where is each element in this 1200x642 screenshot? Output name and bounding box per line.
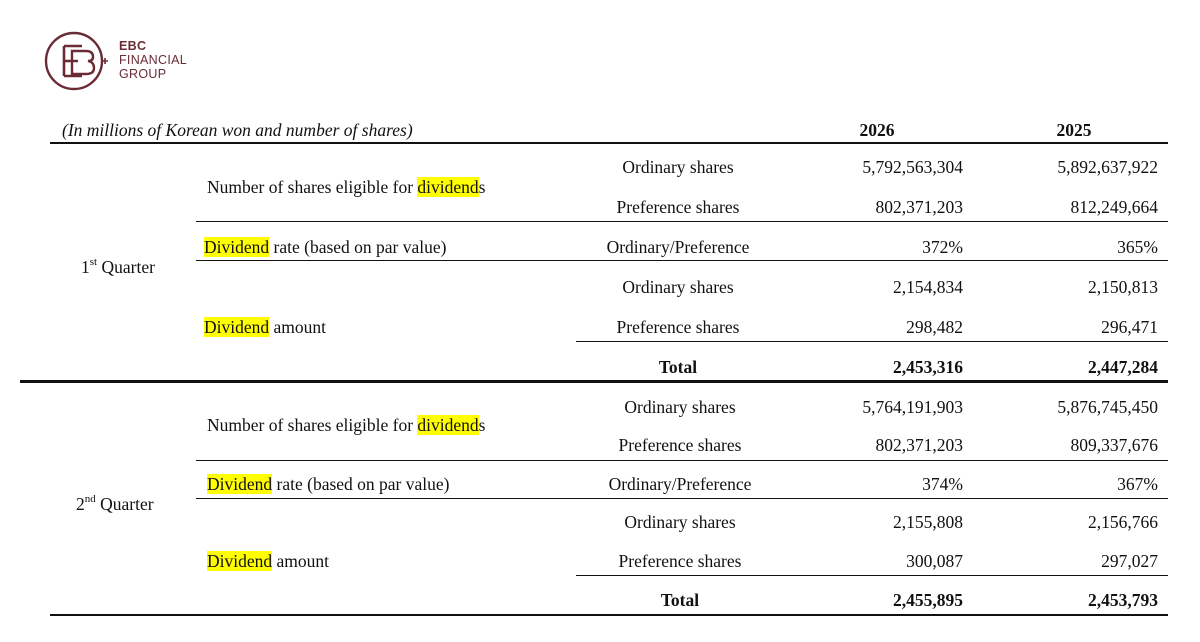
q1-amount-preference-2026: 298,482 (906, 317, 963, 337)
ebc-logo-icon (42, 29, 114, 93)
q1-total-label: Total (658, 357, 698, 377)
ebc-logo (42, 29, 242, 93)
q2-total-2026: 2,455,895 (893, 590, 963, 610)
q2-amount-label: Dividend amount (207, 551, 330, 571)
q2-total-2025: 2,453,793 (1088, 590, 1158, 610)
q1-amount-ordinary-2025: 2,150,813 (1088, 277, 1158, 297)
q2-amount-preference-2025: 297,027 (1101, 551, 1158, 571)
q1-rate-2025: 365% (1117, 237, 1158, 257)
q1-rate-2026: 372% (922, 237, 963, 257)
year-header-2025: 2025 (1056, 120, 1092, 140)
q2-rate-label: Dividend rate (based on par value) (207, 474, 450, 494)
q1-rate-rule (196, 260, 1168, 261)
table-bottom-rule (50, 614, 1168, 616)
q1-total-top-rule (576, 341, 1168, 342)
q1-rate-label: Dividend rate (based on par value) (204, 237, 447, 257)
q1-shares-ordinary-2025: 5,892,637,922 (1057, 157, 1158, 177)
q2-shares-preference-label: Preference shares (618, 435, 742, 455)
q1-label: 1st Quarter (81, 256, 155, 277)
q1-amount-preference-label: Preference shares (616, 317, 740, 337)
q2-rate-type: Ordinary/Preference (608, 474, 752, 494)
q1-amount-preference-2025: 296,471 (1101, 317, 1158, 337)
year-header-2026: 2026 (859, 120, 895, 140)
q2-amount-preference-label: Preference shares (618, 551, 742, 571)
q2-shares-preference-2025: 809,337,676 (1070, 435, 1158, 455)
q2-label: 2nd Quarter (76, 493, 154, 514)
q1-shares-preference-label: Preference shares (616, 197, 740, 217)
q2-shares-ordinary-2025: 5,876,745,450 (1057, 397, 1158, 417)
q2-amount-ordinary-2026: 2,155,808 (893, 512, 963, 532)
q2-amount-ordinary-2025: 2,156,766 (1088, 512, 1158, 532)
q1-shares-preference-2026: 802,371,203 (875, 197, 963, 217)
q1-shares-label: Number of shares eligible for dividends (207, 177, 486, 197)
q2-rate-2026: 374% (922, 474, 963, 494)
q1-total-2026: 2,453,316 (893, 357, 963, 377)
q2-rate-rule (196, 498, 1168, 499)
q2-shares-ordinary-2026: 5,764,191,903 (862, 397, 963, 417)
q2-shares-ordinary-label: Ordinary shares (624, 397, 736, 417)
q2-shares-rule (196, 460, 1168, 461)
q1-amount-ordinary-label: Ordinary shares (622, 277, 734, 297)
q1-shares-ordinary-label: Ordinary shares (622, 157, 734, 177)
q1-rate-type: Ordinary/Preference (606, 237, 750, 257)
q1-amount-label: Dividend amount (204, 317, 327, 337)
q1-shares-ordinary-2026: 5,792,563,304 (862, 157, 963, 177)
q2-amount-ordinary-label: Ordinary shares (624, 512, 736, 532)
header-rule (50, 142, 1168, 144)
quarter-divider-rule (20, 380, 1168, 383)
q1-shares-preference-2025: 812,249,664 (1070, 197, 1158, 217)
q2-amount-preference-2026: 300,087 (906, 551, 963, 571)
brand-line-2: FINANCIAL (119, 53, 187, 67)
q1-total-2025: 2,447,284 (1088, 357, 1158, 377)
q1-shares-rule (196, 221, 1168, 222)
ebc-logo-wordmark (119, 39, 187, 81)
q2-total-label: Total (660, 590, 700, 610)
brand-line-3: GROUP (119, 67, 167, 81)
q2-shares-label: Number of shares eligible for dividends (207, 415, 486, 435)
q2-total-top-rule (576, 575, 1168, 576)
q2-rate-2025: 367% (1117, 474, 1158, 494)
brand-name: EBC (119, 39, 147, 53)
table-caption: (In millions of Korean won and number of shares) (62, 120, 413, 140)
q1-amount-ordinary-2026: 2,154,834 (893, 277, 963, 297)
q2-shares-preference-2026: 802,371,203 (875, 435, 963, 455)
